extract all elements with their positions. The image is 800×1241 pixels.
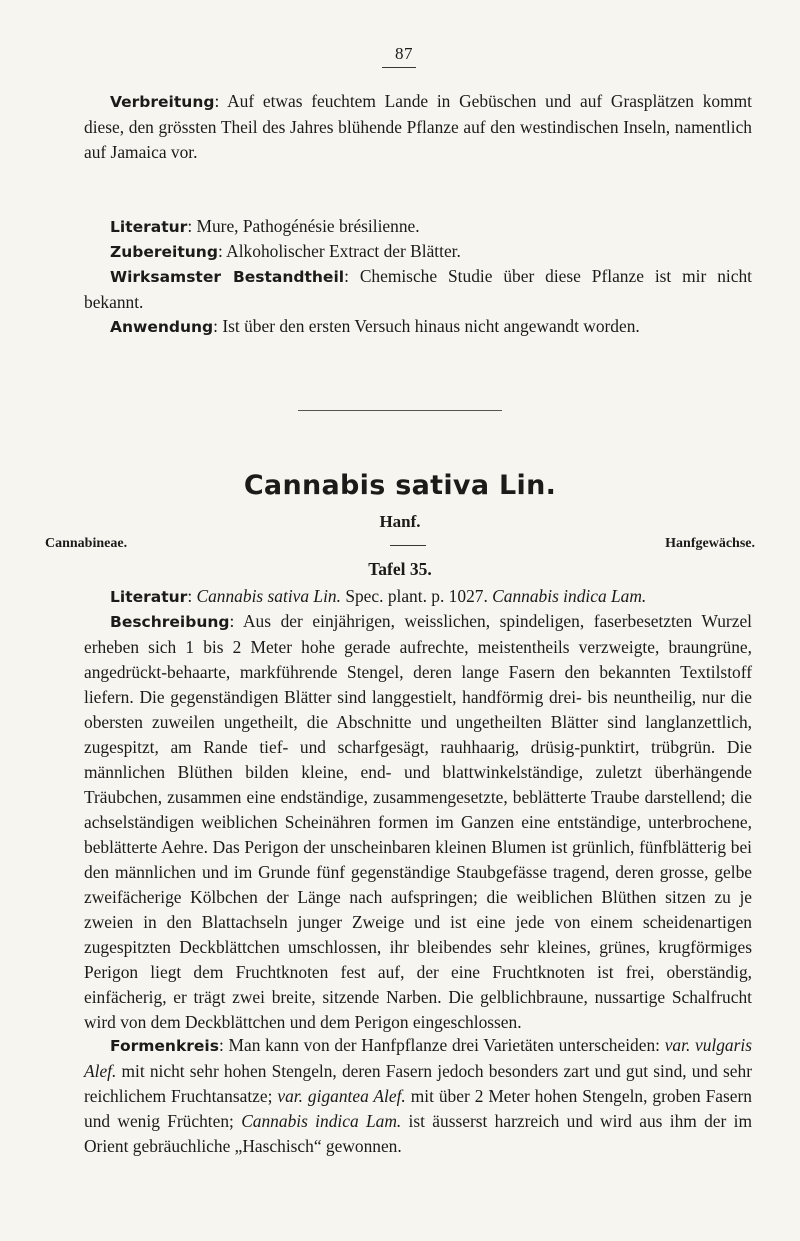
variety-indica: Cannabis indica Lam.	[241, 1111, 402, 1131]
plate-number: Tafel 35.	[368, 559, 432, 579]
paragraph-verbreitung	[84, 89, 752, 165]
text-anwendung: : Ist über den ersten Versuch hinaus nicht angewandt worden.	[213, 316, 640, 336]
text-literatur: : Mure, Pathogénésie brésilienne.	[187, 216, 420, 236]
section-title: Cannabis sativa Lin.	[243, 470, 557, 501]
paragraph-anwendung	[84, 314, 752, 340]
reference-cannabis-indica: Cannabis indica Lam.	[492, 586, 647, 606]
family-dash	[390, 545, 426, 546]
label-literatur-cannabis: Literatur	[110, 588, 188, 606]
formenkreis-text-4: ist äusserst harzreich und wird aus ihm der im Orient gebräuchliche „Haschisch“ gewonnen.	[84, 1111, 752, 1156]
text-zubereitung: : Alkoholischer Extract der Blätter.	[217, 241, 461, 261]
formenkreis-text-3: mit über 2 Meter hohen Stengeln, groben Fasern und wenig Früchten;	[84, 1086, 752, 1131]
paragraph-formenkreis	[84, 1033, 752, 1159]
common-name: Hanf.	[379, 512, 421, 531]
paragraph-beschreibung	[84, 609, 752, 1035]
text-wirksamster-bestandtheil: : Chemische Studie über diese Pflanze ist mir nicht bekannt.	[84, 266, 752, 312]
page-number-underline	[382, 67, 416, 68]
label-formenkreis: Formenkreis	[110, 1037, 219, 1055]
paragraph-literatur	[84, 214, 752, 240]
paragraph-wirksamster-bestandtheil	[84, 264, 752, 315]
variety-gigantea: var. gigantea Alef.	[277, 1086, 406, 1106]
paragraph-literatur-cannabis	[84, 584, 752, 610]
reference-species-plantarum: Spec. plant. p. 1027.	[340, 586, 493, 606]
label-verbreitung: Verbreitung	[110, 93, 215, 111]
label-wirksamster-bestandtheil: Wirksamster Bestandtheil	[110, 268, 345, 286]
formenkreis-text-2: mit nicht sehr hohen Stengeln, deren Fasern jedoch besonders zart und gut sind, und sehr reichlichem Fruchtansatze;	[84, 1061, 752, 1106]
label-anwendung: Anwendung	[110, 318, 214, 336]
variety-vulgaris: var. vulgaris Alef.	[84, 1035, 752, 1081]
paragraph-zubereitung	[84, 239, 752, 265]
formenkreis-text-1: : Man kann von der Hanfpflanze drei Varietäten unterscheiden:	[218, 1035, 665, 1055]
literatur-separator: :	[187, 586, 197, 606]
page-number: 87	[395, 44, 413, 63]
family-latin: Cannabineae.	[45, 536, 128, 551]
text-verbreitung: : Auf etwas feuchtem Lande in Gebüschen und auf Grasplätzen kommt diese, den grössten Theil des Jahres blühende Pflanze auf den westindischen Inseln, namentlich auf Jamaica vor.	[84, 91, 752, 162]
reference-cannabis-sativa: Cannabis sativa Lin.	[196, 586, 341, 606]
section-divider	[298, 410, 502, 411]
label-literatur: Literatur	[110, 218, 188, 236]
family-german: Hanfgewächse.	[665, 536, 755, 551]
label-beschreibung: Beschreibung	[110, 613, 230, 631]
text-beschreibung: : Aus der einjährigen, weisslichen, spindeligen, faserbesetzten Wurzel erheben sich 1 bis 2 Meter hohe gerade aufrechte, meistentheils verzweigte, braungrüne, angedrückt-behaarte, markführende Stengel, deren lange Fasern den bekannten Textilstoff liefern. Die gegenständigen Blätter sind langgestielt, handförmig drei- bis neuntheilig, nur die obersten zuweilen ungetheilt, die Abschnitte und ungetheilten Blätter sind langlanzettlich, zugespitzt, am Rande tief- und scharfgesägt, rauhhaarig, drüsig-punktirt, trübgrün. Die männlichen Blüthen bilden kleine, end- und blattwinkelständige, zuletzt überhängende Träubchen, zusammen eine endständige, zusammengesetzte, beblätterte Traube darstellend; die achselständigen weiblichen Scheinähren formen im Ganzen eine entständige, unterbrochene, beblätterte Aehre. Das Perigon der unscheinbaren kleinen Blumen ist grünlich, fünfblätterig bei den männlichen und im Grunde fünf gegenständige Staubgefässe tragend, deren grosse, gelbe zweifächerige Kölbchen der Länge nach aufspringen; die weiblichen Blüthen sitzen zu je zweien in den Blattachseln junger Zweige und ist eine jede von einem scheidenartigen zugespitzten Deckblättchen umschlossen, ihr bleibendes sehr kleines, grünes, krugförmiges Perigon liegt dem Fruchtknoten fest auf, der eine Fruchtknoten ist frei, oberständig, einfächerig, er trägt zwei breite, sitzende Narben. Die gelblichbraune, nussartige Schalfrucht wird von dem Deckblättchen und dem Perigon eingeschlossen.	[84, 611, 752, 1032]
label-zubereitung: Zubereitung	[110, 243, 218, 261]
